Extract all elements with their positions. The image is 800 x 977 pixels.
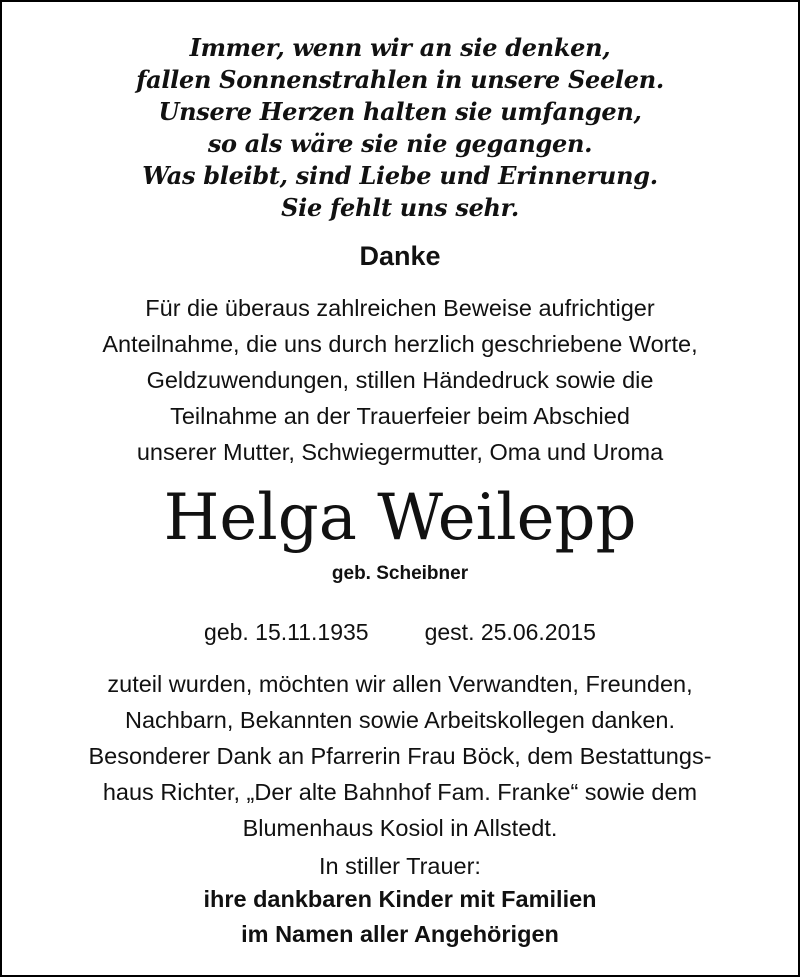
signatory-line: im Namen aller Angehörigen — [241, 921, 559, 947]
intro-paragraph — [2, 290, 798, 470]
thanks-paragraph — [2, 666, 798, 846]
poem-line: Sie fehlt uns sehr. — [281, 193, 519, 222]
maiden-name: geb. Scheibner — [331, 563, 469, 584]
signatory-line: ihre dankbaren Kinder mit Familien — [203, 886, 597, 912]
poem-line: so als wäre sie nie gegangen. — [207, 129, 593, 158]
life-dates — [2, 616, 798, 648]
intro-line: Für die überaus zahlreichen Beweise aufrichtiger — [145, 295, 655, 321]
thanks-heading: Danke — [359, 241, 441, 271]
thanks-line: Blumenhaus Kosiol in Allstedt. — [242, 815, 558, 841]
intro-line: Geldzuwendungen, stillen Händedruck sowie die — [146, 367, 654, 393]
deceased-name: Helga Weilepp — [163, 481, 637, 555]
signatories — [2, 882, 798, 952]
death-date: gest. 25.06.2015 — [424, 619, 596, 645]
mourning-phrase: In stiller Trauer: — [319, 853, 481, 879]
thanks-line: zuteil wurden, möchten wir allen Verwandten, Freunden, — [107, 671, 693, 697]
birth-date: geb. 15.11.1935 — [204, 619, 369, 645]
intro-line: unserer Mutter, Schwiegermutter, Oma und Uroma — [136, 439, 664, 465]
poem-line: Unsere Herzen halten sie umfangen, — [158, 97, 642, 126]
thanks-line: Nachbarn, Bekannten sowie Arbeitskollegen danken. — [124, 707, 675, 733]
poem-line: Immer, wenn wir an sie denken, — [189, 33, 611, 62]
poem-line: fallen Sonnenstrahlen in unsere Seelen. — [136, 65, 664, 94]
poem-line: Was bleibt, sind Liebe und Erinnerung. — [142, 161, 658, 190]
intro-line: Anteilnahme, die uns durch herzlich geschriebene Worte, — [102, 331, 698, 357]
memorial-poem — [2, 32, 798, 224]
intro-line: Teilnahme an der Trauerfeier beim Abschied — [170, 403, 630, 429]
thanks-line: Besonderer Dank an Pfarrerin Frau Böck, dem Bestattungs- — [88, 743, 712, 769]
thanks-line: haus Richter, „Der alte Bahnhof Fam. Franke“ sowie dem — [102, 779, 698, 805]
